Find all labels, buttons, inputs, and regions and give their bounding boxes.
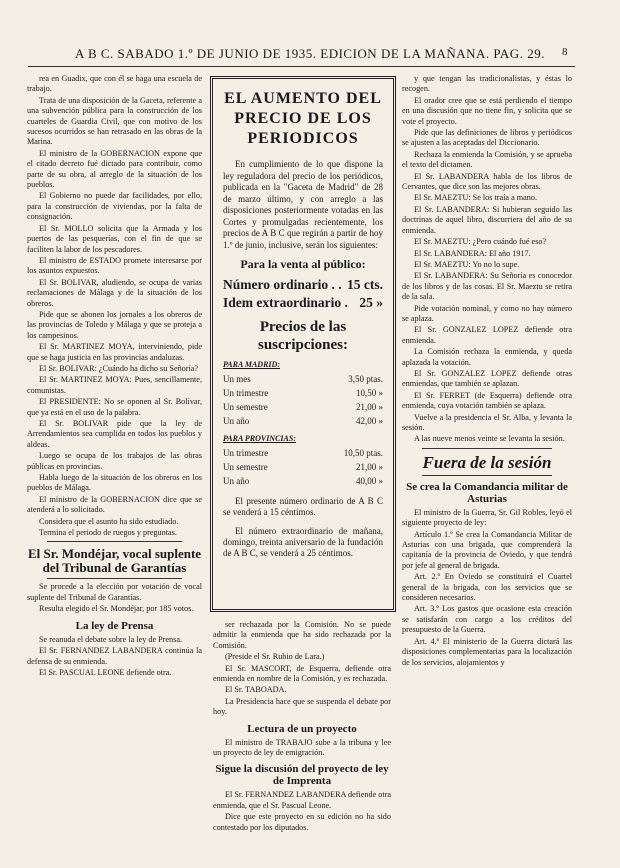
paragraph: El orador cree que se está perdiendo el tiempo en una discusión que no tiene fin, y solicita que se vote el proyecto. xyxy=(402,95,572,126)
rate-label: Un trimestre xyxy=(223,388,269,398)
paragraph: El Sr. TABOADA. xyxy=(225,685,287,695)
section-rule xyxy=(47,578,182,579)
paragraph: Trata de una disposición de la Gaceta, referente a una subvención pública para la construcción de los cuarteles de Guardia Civil, que con motivo de los sucesos ocurridos se han retrasado en las obras de la Marina. xyxy=(27,95,202,147)
header-text: A B C. SABADO 1.º DE JUNIO DE 1935. EDICION DE LA MAÑANA. PAG. 29. xyxy=(75,46,545,61)
paragraph: El Gobierno no puede dar facilidades, por ello, para la construcción de viviendas, por la falta de consignación. xyxy=(27,191,202,222)
paragraph: rea en Guadix, que con él se haga una escuela de trabajo. xyxy=(27,74,202,94)
headline-imprenta: Sigue la discusión del proyecto de ley de Imprenta xyxy=(215,763,389,788)
paragraph: El PRESIDENTE: No se oponen al Sr. Bolívar, que ya está en el uso de la palabra. xyxy=(27,397,202,417)
section-rule xyxy=(422,475,552,476)
subscription-rate-row xyxy=(223,460,383,474)
paragraph: El ministro de la GOBERNACION expone que el citado decreto fué dictado para contribuir, como parte de su obra, al arreglo de la situación de los pueblos. xyxy=(27,148,202,190)
column-middle-lower xyxy=(213,620,391,855)
paragraph: La Presidencia hace que se suspenda el debate por hoy. xyxy=(213,696,391,717)
paragraph: Se procede a la elección por votación de vocal suplente del Tribunal de Garantías. xyxy=(27,582,202,602)
paragraph: Vuelve a la presidencia el Sr. Alba, y levanta la sesión. xyxy=(402,412,572,432)
section-rule xyxy=(47,541,182,542)
paragraph: El Sr. MARTINEZ MOYA: Pues, sencillamente, comunistas. xyxy=(27,375,202,395)
price-notice-box xyxy=(210,76,396,612)
section-rule xyxy=(422,448,552,449)
page-folio: 8 xyxy=(562,46,568,58)
paragraph: El ministro de la Guerra, Sr. Gil Robles, leyó el siguiente proyecto de ley: xyxy=(402,507,572,528)
provinces-label: PARA PROVINCIAS: xyxy=(223,434,296,443)
column-left xyxy=(27,74,202,854)
paragraph: Luego se ocupa de los trabajos de las obras públicas en provincias. xyxy=(27,451,202,471)
rate-price: 3,50 ptas. xyxy=(348,374,383,384)
notice-intro: En cumplimiento de lo que dispone la ley reguladora del precio de los periódicos, publicada en la "Gaceta de Madrid" de 28 de marzo último, y con arreglo a las disposiciones posteriormente votadas en las Cortes y promulgadas recientemente, los precios de A B C que regirán a partir de hoy 1.º de junio, inclusive, serán los siguientes: xyxy=(223,159,383,250)
paragraph: A las nueve menos veinte se levanta la sesión. xyxy=(414,434,565,444)
paragraph: El Sr. GONZALEZ LOPEZ defiende otra enmienda. xyxy=(402,325,572,345)
price-extra xyxy=(223,294,383,312)
paragraph: Considera que el asunto ha sido estudiado. xyxy=(39,516,179,526)
headline-comandancia: Se crea la Comandancia militar de Asturias xyxy=(406,480,568,505)
paragraph: Se reanuda el debate sobre la ley de Prensa. xyxy=(39,634,182,644)
paragraph: Pide que se abonen los jornales a los obreros de las provincias de Toledo y Málaga y que se proteja a los campesinos. xyxy=(27,309,202,340)
price-label: Número ordinario . . xyxy=(223,277,342,292)
rate-price: 10,50 ptas. xyxy=(343,448,383,458)
madrid-rates xyxy=(223,372,383,428)
rate-price: 40,00 » xyxy=(356,476,383,486)
paragraph: Rechaza la enmienda la Comisión, y se aprueba el texto del dictamen. xyxy=(402,149,572,170)
column-right xyxy=(402,74,572,854)
paragraph: El Sr. LABANDERA habla de los libros de Cervantes, que dice son las mejores obras. xyxy=(402,171,572,192)
subscriptions-title: Precios de las suscripciones: xyxy=(258,319,348,353)
paragraph: El Sr. LABANDERA: Su Señoría es conocedor de los libros y de las cosas. El Sr. Maeztu se retira de la sala. xyxy=(402,271,572,302)
paragraph: El Sr. FERRET (de Esquerra) defiende otra enmienda, cuya votación también se aplaza. xyxy=(402,390,572,411)
paragraph: El ministro de TRABAJO sube a la tribuna y lee un proyecto de ley de emigración. xyxy=(213,737,391,758)
subscription-rate-row xyxy=(223,372,383,386)
paragraph: El Sr. BOLIVAR pide que la ley de Arrendamientos sea cumplida en todos los pueblos y aldeas. xyxy=(27,419,202,449)
paragraph: El Sr. MARTINEZ MOYA, interviniendo, pide que se haga justicia en las provincias andaluzas. xyxy=(27,342,202,362)
paragraph: El Sr. LABANDERA: Si hubieran seguido las doctrinas de aquel libro, discurriera del año de su enmienda. xyxy=(402,204,572,235)
rate-label: Un semestre xyxy=(223,462,268,472)
paragraph: El Sr. MASCORT, de Esquerra, defiende otra enmienda en nombre de la Comisión, y es rechazada. xyxy=(213,663,391,684)
province-rates xyxy=(223,446,383,488)
paragraph: y que tengan las tradicionalistas, y éstas lo recogen. xyxy=(402,74,572,94)
headline-lectura: Lectura de un proyecto xyxy=(247,722,357,735)
paragraph: El Sr. LABANDERA: El año 1917. xyxy=(414,248,531,258)
notice-title: EL AUMENTO DEL PRECIO DE LOS PERIODICOS xyxy=(224,90,382,147)
paragraph: El Sr. FERNANDEZ LABANDERA continúa la defensa de su enmienda. xyxy=(27,646,202,666)
subscription-rate-row xyxy=(223,414,383,428)
notice-note: El presente número ordinario de A B C se venderá a 15 céntimos. xyxy=(223,496,383,517)
headline-mondejar: El Sr. Mondéjar, vocal suplente del Tribunal de Garantías xyxy=(27,546,202,576)
paragraph: El Sr. BOLIVAR: ¿Cuándo ha dicho su Señoría? xyxy=(39,363,199,373)
subscription-rate-row xyxy=(223,474,383,488)
notice-note: El número extraordinario de mañana, domingo, treinta aniversario de la fundación de A B C, se venderá a 25 céntimos. xyxy=(223,526,383,558)
paragraph: Art. 4.º El ministerio de la Guerra dictará las disposiciones complementarias para la localización de los servicios, alojamientos y xyxy=(402,636,572,667)
paragraph: Art. 3.º Los gastos que ocasione esta creación se satisfarán con cargo a los créditos del presupuesto de la Guerra. xyxy=(402,604,572,635)
headline-fuera-sesion: Fuera de la sesión xyxy=(422,452,552,472)
paragraph: Dice que este proyecto en su edición no ha sido contestado por los diputados. xyxy=(213,812,391,832)
public-sale-title: Para la venta al público: xyxy=(240,257,366,271)
rate-price: 42,00 » xyxy=(356,416,383,426)
paragraph: Pide votación nominal, y como no hay número se aplaza. xyxy=(402,303,572,323)
paragraph: Resulta elegido el Sr. Mondéjar, por 185 votos. xyxy=(39,604,194,614)
subscription-rate-row xyxy=(223,446,383,460)
paragraph: El Sr. MAEZTU: Se los traía a mano. xyxy=(414,193,538,203)
rate-price: 21,00 » xyxy=(356,402,383,412)
paragraph: El Sr. FERNANDEZ LABANDERA defiende otra enmienda, que el Sr. Pascual Leone. xyxy=(213,790,391,810)
paragraph: El Sr. PASCUAL LEONE defiende otra. xyxy=(39,667,172,677)
paragraph: Habla luego de la situación de los obreros en los pueblos de Málaga. xyxy=(27,473,202,493)
headline-ley-prensa: La ley de Prensa xyxy=(75,619,154,632)
paragraph: El ministro de ESTADO promete interesarse por los asuntos expuestos. xyxy=(27,255,202,276)
price-ordinary xyxy=(223,276,383,294)
paragraph: El Sr. MAEZTU: ¿Pero cuándo fué eso? xyxy=(414,237,547,247)
rate-label: Un trimestre xyxy=(223,448,269,458)
rate-price: 10,50 » xyxy=(356,388,383,398)
rate-label: Un mes xyxy=(223,374,251,384)
paragraph: ser rechazada por la Comisión. No se puede admitir la enmienda que ha sido rechazada por la Comisión. xyxy=(213,620,391,650)
price-value: 15 cts. xyxy=(347,277,383,292)
page-header xyxy=(0,46,620,68)
price-value: 25 » xyxy=(359,295,383,310)
paragraph: El Sr. MAEZTU: Yo no lo supe. xyxy=(414,259,520,269)
paragraph: Pide que las definiciones de libros y periódicos se ajusten a las aceptadas del Diccionario. xyxy=(402,128,572,148)
paragraph: El Sr. MOLLO solicita que la Armada y los puertos de las pesquerías, con el fin de que se faciliten la labor de los pescadores. xyxy=(27,223,202,254)
subscription-rate-row xyxy=(223,400,383,414)
paragraph: (Preside el Sr. Rubio de Lara.) xyxy=(225,652,325,662)
rate-label: Un semestre xyxy=(223,402,268,412)
price-label: Idem extraordinario . xyxy=(223,295,348,310)
paragraph: Art. 2.º En Oviedo se constituirá el Cuartel general de la brigada, con los servicios que se consideren necesarios. xyxy=(402,572,572,603)
rate-price: 21,00 » xyxy=(356,462,383,472)
paragraph: Artículo 1.º Se crea la Comandancia Militar de Asturias con una brigada, que comprenderá la capitanía de la provincia de Oviedo, y que tendrá por jefe al general de brigada. xyxy=(402,529,572,570)
rate-label: Un año xyxy=(223,416,250,426)
paragraph: El ministro de la GOBERNACION dice que se atenderá a lo solicitado. xyxy=(27,494,202,515)
paragraph: El Sr. BOLIVAR, aludiendo, se ocupa de varias reclamaciones de Málaga y de la situación de los obreros. xyxy=(27,277,202,308)
rate-label: Un año xyxy=(223,476,250,486)
subscription-rate-row xyxy=(223,386,383,400)
paragraph: Termina el periodo de ruegos y preguntas. xyxy=(39,528,177,538)
madrid-label: PARA MADRID: xyxy=(223,360,280,369)
paragraph: El Sr. GONZALEZ LOPEZ defiende otras enmiendas, que también se aplazan. xyxy=(402,368,572,389)
header-rule xyxy=(28,66,575,67)
paragraph: La Comisión rechaza la enmienda, y queda aplazada la votación. xyxy=(402,347,572,367)
